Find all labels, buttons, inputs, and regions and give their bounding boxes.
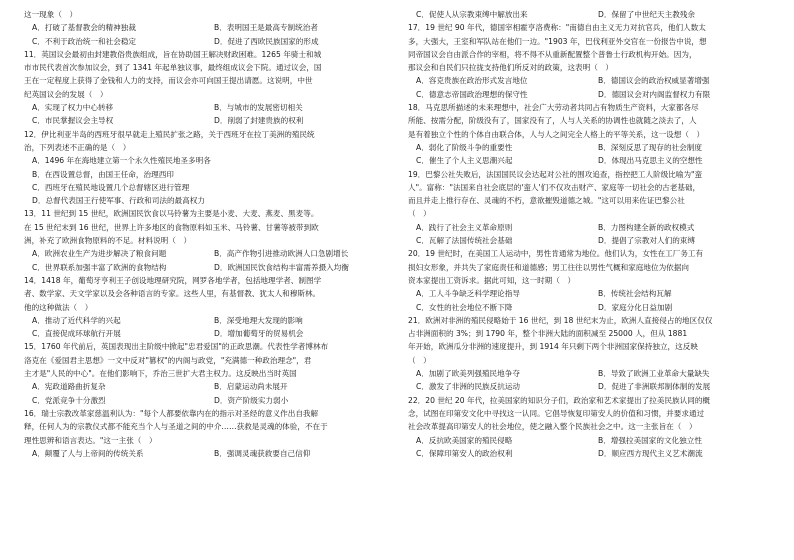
- option-c: C．直接促成环球航行开展: [32, 329, 121, 339]
- question-12-line: 治，下列表述不正确的是（ ）: [24, 142, 131, 152]
- option-c: C．促使人从宗教束缚中解放出来: [416, 10, 528, 19]
- question-16-options-ab: [24, 447, 388, 460]
- option-d: D．体现出马克思主义的空想性: [598, 156, 703, 166]
- question-20-line: 资本家提出工资诉求。据此可知，这一时期（ ）: [408, 275, 576, 285]
- option-a: A．工人斗争缺乏科学理论指导: [416, 289, 520, 299]
- option-a: A．打破了基督教会的精神独裁: [32, 23, 136, 33]
- question-18-line: 是有着独立个性的个体自由联合体，人与人之间完全人格上的平等关系，这一设想（ ）: [408, 129, 705, 139]
- option-d: D．保留了中世纪天主教残余: [598, 10, 695, 19]
- question-19-line: （ ）: [408, 209, 431, 219]
- question-13-options-cd: [24, 261, 388, 274]
- option-a: A．弱化了阶级斗争的重要性: [416, 142, 513, 152]
- question-16-line: 理性思辨和语言表达。"这一主张（ ）: [24, 435, 157, 445]
- question-20-options-ab: [408, 287, 772, 300]
- option-d: D．总督代表国王行使军事、行政和司法的最高权力: [32, 196, 205, 206]
- question-22-line: 社会改革提高印第安人的社会地位，使之融入整个民族社会之中。这一主张旨在（ ）: [408, 422, 697, 432]
- question-22-line: 念，试图在印第安文化中寻找这一认同。它倡导恢复印第安人的价值和习惯，并要求通过: [408, 408, 705, 418]
- option-d: D．顺应西方现代主义艺术潮流: [598, 448, 703, 458]
- question-22-options-cd: [408, 447, 772, 460]
- question-11-options-ab: [24, 101, 388, 114]
- question-13-line: 洲，补充了欧洲食物原料的不足。材料说明（ ）: [24, 236, 192, 246]
- option-a: A．反抗欧美国家的殖民侵略: [416, 435, 513, 445]
- question-21-line: 占非洲面积的 3%；到 1790 年，整个非洲大陆的面积减至 25000 人，但从 1881: [408, 329, 688, 339]
- option-d: D．家庭分化日益加剧: [598, 302, 673, 312]
- left-column: [24, 8, 388, 460]
- question-21-line: 21．欧洲对非洲的殖民侵略始于 16 世纪，到 18 世纪末为止，欧洲人直接侵占的地区仅仅: [408, 315, 713, 325]
- question-13-line: 13．11 世纪到 15 世纪，欧洲国民饮食以马铃薯为主要是小麦、大麦、燕麦、黑麦等。: [24, 209, 319, 219]
- option-b: B．高产作物引进推动欧洲人口急剧增长: [214, 249, 349, 259]
- question-19-line: 而且并走上推行存在、灵魂的不朽，意欲摧毁道德之城。"这可以用来佐证巴黎公社: [408, 196, 685, 206]
- option-c: C．德意志帝国政治理想的保守性: [416, 89, 528, 99]
- option-c: C．保障印第安人的政治权利: [416, 448, 513, 458]
- question-19-line: 19．巴黎公社失败后，法国国民议会达起对公社的围攻追查，指控把工人阶级比喻为"蛮: [408, 169, 703, 179]
- question-11-line: 纪英国议会的发展（ ）: [24, 89, 108, 99]
- option-a: A．欧洲农业生产为进步解决了粮食问题: [32, 249, 167, 259]
- question-17-line: 那议会和自民们只拉拢支持他们所反对的政策，这表明（ ）: [408, 63, 614, 73]
- question-14-line: 者、数学家、天文学家以及会各种语言的专家。这些人里，有基督教、犹太人和穆斯林。: [24, 289, 321, 299]
- question-19-line: 人"。富称："法国来自社会底层的'蛮人'们不仅攻击财产、家庭等一切社会的古老基础，: [408, 182, 701, 192]
- option-b: B．深刻反思了现存的社会制度: [598, 142, 702, 152]
- option-b: B．在西设置总督，由国王任命，治理西印: [32, 169, 174, 179]
- question-18-options-cd: [408, 154, 772, 167]
- question-21-options-ab: [408, 367, 772, 380]
- question-10-options-ab: [24, 21, 388, 34]
- question-11-options-cd: [24, 114, 388, 127]
- question-20-line: 损妇女形象，并共失了家庭责任和道德感；男工往往以男性气概和家庭地位为依据向: [408, 262, 689, 272]
- option-a: A．推动了近代科学的兴起: [32, 315, 121, 325]
- question-17-options-cd: [408, 88, 772, 101]
- option-a: A．颠覆了人与上帝间的传统关系: [32, 448, 144, 458]
- right-column: [408, 8, 772, 460]
- question-21-options-cd: [408, 380, 772, 393]
- question-15-options-cd: [24, 394, 388, 407]
- question-18-line: 所能、按需分配，阶级没有了，国家没有了，人与人关系的协调性也就随之淡去了，人: [408, 116, 697, 126]
- option-b: B．与城市的发展密切相关: [214, 103, 303, 113]
- question-19-options-ab: [408, 221, 772, 234]
- question-10-options-cd: [24, 35, 388, 48]
- option-a: A．实现了权力中心转移: [32, 103, 114, 113]
- question-17-line: 多，大强大，王室和军队站在他们一边。"1903 年，巴伐利亚外交官在一份报告中说，想: [408, 36, 707, 46]
- option-d: D．资产阶级实力弱小: [214, 395, 289, 405]
- question-17-line: 17．19 世纪 90 年代，德国宰相霍亨洛费称："南德自由主义无力对抗官兵，他们人数太: [408, 23, 706, 33]
- question-16-line: 释，任何人为的宗教仪式都不能充当个人与圣道之间的中介……获救是灵魂的体验，不在于: [24, 422, 328, 432]
- question-18-options-ab: [408, 141, 772, 154]
- question-15-line: 15．1760 年代前后，英国表现出主阶级中掀起"忠君爱国"的正政思潮。代表性学者博林布: [24, 342, 329, 352]
- option-d: D．增加葡萄牙的贸易机会: [214, 329, 304, 339]
- question-20-line: 20．19 世纪时，在美国工人运动中，男性肯通常为地位。他们认为，女性在工厂务工有: [408, 249, 704, 259]
- option-b: B．德国议会的政治权威显著增强: [598, 76, 710, 86]
- option-c: C．党派竞争十分激烈: [32, 395, 106, 405]
- option-d: D．欧洲国民饮食结构丰富需养摄入均衡: [214, 262, 349, 272]
- question-11-line: 11．英国议会最初由封建教俗贵族组成，旨在协助国王解决财政困难。1265 年骑士和城: [24, 49, 322, 59]
- option-d: D．促进了西欧民族国家的形成: [214, 36, 319, 46]
- question-11-line: 王在一定程度上获得了金钱和人力的支持，而议会亦可向国王提出请愿。这说明，中世: [24, 76, 313, 86]
- option-b: B．启蒙运动尚未展开: [214, 382, 288, 392]
- question-15-line: 主才是"人民的中心"。在他们影响下，乔治三世扩大君主权力。这反映出当时英国: [24, 369, 297, 379]
- option-c: C．瓦解了法国传统社会基础: [416, 236, 513, 246]
- option-c: C．不利于政治统一和社会稳定: [32, 36, 137, 46]
- question-14-options-ab: [24, 314, 388, 327]
- question-20-options-cd: [408, 301, 772, 314]
- option-d: D．削弱了封建贵族的权利: [214, 116, 304, 126]
- question-19-options-cd: [408, 234, 772, 247]
- option-b: B．传统社会结构瓦解: [598, 289, 672, 299]
- option-d: D．德国议会对内阁监督权力有限: [598, 89, 711, 99]
- question-14-line: 14．1418 年，葡萄牙亨利王子创设地理研究院，网罗各地学者，包括地理学者、制图学: [24, 275, 322, 285]
- question-17-line: 同帝国议会自由派合作的宰相，将不得不从重新配置整个普鲁士行政机构开始。因为，: [408, 49, 697, 59]
- question-15-options-ab: [24, 380, 388, 393]
- option-b: B．导致了欧洲工业革命大量缺失: [598, 369, 710, 379]
- question-14-options-cd: [24, 327, 388, 340]
- question-10-tail: 这一现象（ ）: [24, 10, 78, 19]
- question-16-line: 16．瑞士宗教改革家慈温利认为："每个人都要依靠内在的指示对圣经的意义作出自我解: [24, 408, 319, 418]
- option-c: C．市民掌握议会主导权: [32, 116, 114, 126]
- option-b: B．力图构建全新的政权模式: [598, 222, 695, 232]
- question-13-line: 在 15 世纪末到 16 世纪，世界上许多地区的食物原料如玉米、马铃薯、甘薯等被带到欧: [24, 222, 319, 232]
- option-c: C．世界联系加强丰富了欧洲的食物结构: [32, 262, 167, 272]
- option-a: A．1496 年在海地建立第一个永久性殖民地圣多明各: [32, 156, 211, 166]
- option-a: A．践行了社会主义革命原则: [416, 222, 513, 232]
- option-b: B．增强拉美国家的文化独立性: [598, 435, 702, 445]
- option-b: B．深受地理大发现的影响: [214, 315, 303, 325]
- question-11-line: 市市民代表首次参加议会，到了 1341 年起单独议事，最终组成议会下院。通过议会，国: [24, 63, 322, 73]
- option-a: A．宪政道路曲折复杂: [32, 382, 106, 392]
- option-b: B．表明国王是最高专制统治者: [214, 23, 318, 33]
- question-21-line: 年开始，欧洲瓜分非洲的速度提升，到 1914 年只剩下两个非洲国家保持独立，这反映: [408, 342, 698, 352]
- option-a: A．容克贵族在政治形式发言地位: [416, 76, 528, 86]
- option-c: C．激发了非洲的民族反抗运动: [416, 382, 521, 392]
- option-d: D．促进了非洲联邦制体制的发展: [598, 382, 711, 392]
- option-c: C．西班牙在殖民地设置几个总督辖区进行管理: [32, 182, 190, 192]
- option-d: D．提倡了宗教对人们的束缚: [598, 236, 695, 246]
- question-22-options-ab: [408, 434, 772, 447]
- option-c: C．女性的社会地位不断下降: [416, 302, 513, 312]
- option-c: C．催生了个人主义思潮兴起: [416, 156, 513, 166]
- question-17-options-ab: [408, 74, 772, 87]
- question-21-line: （ ）: [408, 355, 431, 365]
- question-12-line: 12．伊比利亚半岛的西班牙很早就走上殖民扩张之路，关于西班牙在拉丁美洲的殖民统: [24, 129, 315, 139]
- question-16-options-cd: [408, 8, 772, 21]
- question-22-line: 22．20 世纪 20 年代，拉美国家的知识分子们，政治家和艺术家提出了拉美民族认同的概: [408, 395, 711, 405]
- option-a: A．加剧了欧美列强殖民地争夺: [416, 369, 520, 379]
- question-15-line: 洛克在《爱国君主思想》一文中反对"篡权"的内阁与政党，"充满德一种政治理念"，君: [24, 355, 312, 365]
- option-b: B．强调灵魂获救要自己信仰: [214, 448, 311, 458]
- question-13-options-ab: [24, 247, 388, 260]
- question-18-line: 18．马克思所描述的未来理想中，社会广大劳动者共同占有物质生产资料，大家都各尽: [408, 103, 699, 113]
- question-14-line: 他的这种做法（ ）: [24, 302, 93, 312]
